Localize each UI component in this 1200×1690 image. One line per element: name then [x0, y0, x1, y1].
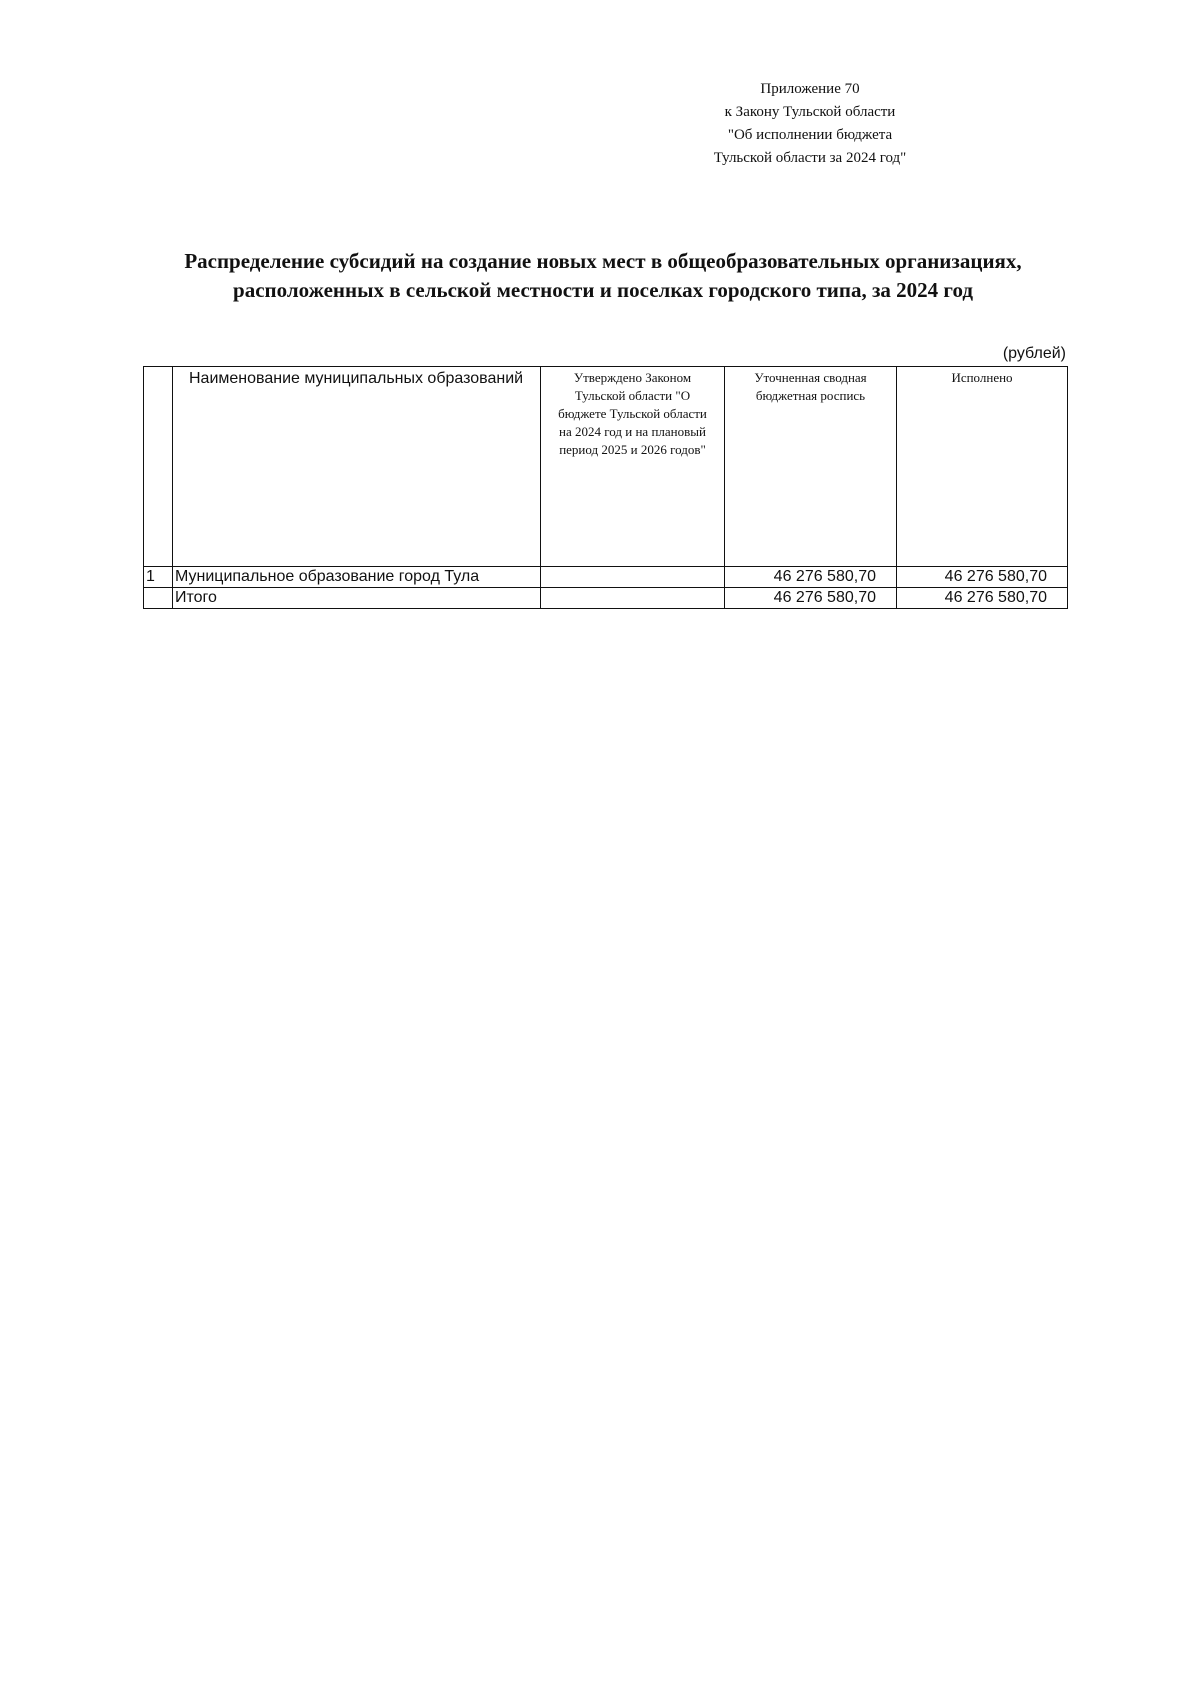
- table-header-row: [144, 367, 1068, 567]
- row-refined: 46 276 580,70: [725, 567, 897, 588]
- table-total-row: [144, 588, 1068, 609]
- appendix-line: "Об исполнении бюджета: [727, 127, 893, 143]
- header-approved-line: период 2025 и 2026 годов": [559, 442, 706, 457]
- document-title: [120, 247, 1086, 305]
- subsidy-table: [143, 366, 1068, 609]
- title-line-2: расположенных в сельской местности и поселках городского типа, за 2024 год: [233, 278, 973, 302]
- appendix-note: [660, 78, 960, 170]
- header-approved-line: Утверждено Законом: [573, 370, 692, 385]
- total-refined: 46 276 580,70: [725, 588, 897, 609]
- header-approved-line: на 2024 год и на плановый: [559, 424, 706, 439]
- header-executed-text: Исполнено: [951, 370, 1013, 385]
- header-number: [144, 367, 173, 567]
- row-number: 1: [144, 567, 173, 588]
- units-label: (рублей): [1002, 345, 1066, 362]
- row-executed: 46 276 580,70: [897, 567, 1068, 588]
- row-approved: [541, 567, 725, 588]
- header-approved: [541, 367, 725, 567]
- header-executed: [897, 367, 1068, 567]
- appendix-line: Тульской области за 2024 год": [713, 150, 907, 166]
- header-refined: [725, 367, 897, 567]
- total-number: [144, 588, 173, 609]
- total-name: Итого: [173, 588, 541, 609]
- header-refined-line: Уточненная сводная: [754, 370, 867, 385]
- row-name: Муниципальное образование город Тула: [173, 567, 541, 588]
- header-name: Наименование муниципальных образований: [173, 367, 541, 567]
- table-row: [144, 567, 1068, 588]
- header-refined-line: бюджетная роспись: [755, 388, 866, 403]
- appendix-line: к Закону Тульской области: [724, 104, 896, 120]
- header-approved-line: Тульской области "О: [574, 388, 691, 403]
- appendix-line: Приложение 70: [760, 81, 860, 97]
- total-approved: [541, 588, 725, 609]
- total-executed: 46 276 580,70: [897, 588, 1068, 609]
- title-line-1: Распределение субсидий на создание новых мест в общеобразовательных организациях,: [184, 249, 1022, 273]
- header-approved-line: бюджете Тульской области: [558, 406, 707, 421]
